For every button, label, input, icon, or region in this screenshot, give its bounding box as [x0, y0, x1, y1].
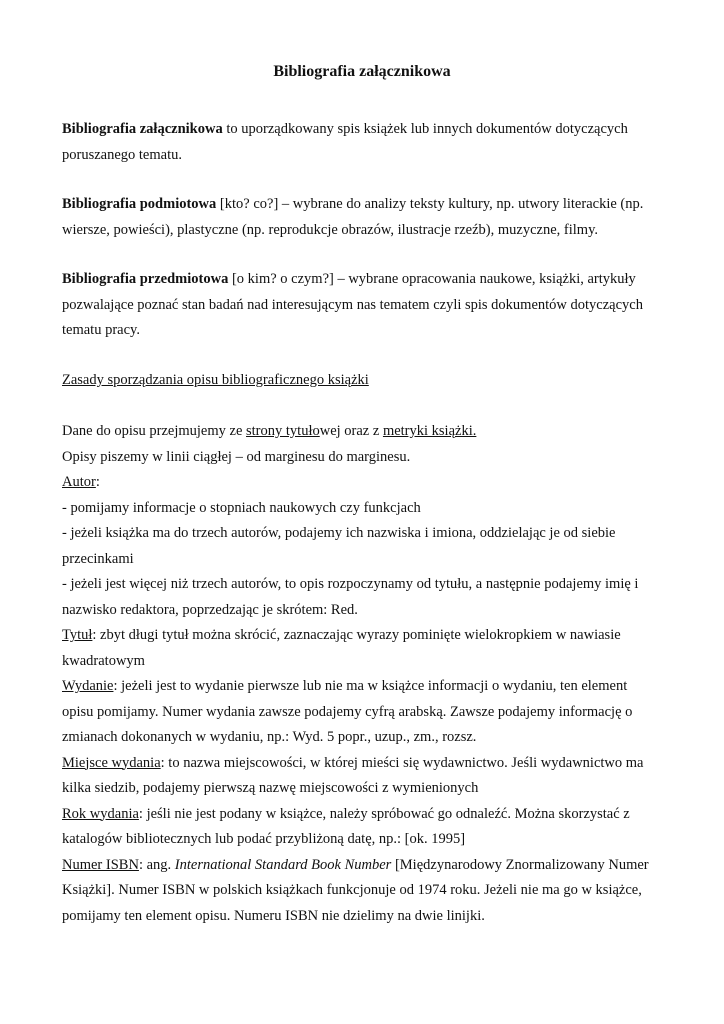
- przedmiotowa-line-3: tematu pracy.: [62, 322, 140, 338]
- podmiotowa-term: Bibliografia podmiotowa: [62, 196, 217, 212]
- przedmiotowa-term: Bibliografia przedmiotowa: [62, 271, 229, 287]
- rules-body: [62, 419, 662, 929]
- rok-line-2: katalogów bibliotecznych lub podać przybliżoną datę, np.: [ok. 1995]: [62, 831, 466, 847]
- rok-label: Rok wydania: [62, 805, 139, 822]
- wydanie-line-3: zmianach dokonanych w wydaniu, np.: Wyd. 5 popr., uzup., zm., rozsz.: [62, 729, 477, 745]
- tytul-label: Tytuł: [62, 627, 93, 643]
- autor-rule-2a: - jeżeli książka ma do trzech autorów, podajemy ich nazwiska i imiona, oddzielając je od siebie: [62, 525, 616, 541]
- intro-term: Bibliografia załącznikowa: [62, 121, 223, 137]
- autor-rule-3a: - jeżeli jest więcej niż trzech autorów, to opis rozpoczynamy od tytułu, a następnie podajemy imię i: [62, 576, 639, 592]
- podmiotowa-line-1: [62, 192, 662, 218]
- rules-source-text-c: wej oraz z: [319, 423, 383, 439]
- podmiotowa-paragraph: [62, 192, 662, 243]
- title-page-link: strony tytuło: [246, 423, 320, 439]
- autor-colon: :: [95, 474, 100, 490]
- isbn-line-3: pomijamy ten element opisu. Numeru ISBN nie dzielimy na dwie linijki.: [62, 907, 485, 924]
- tytul-text-a: : zbyt długi tytuł można skrócić, zaznaczając wyrazy pominięte wielokropkiem w nawiasie: [92, 627, 621, 643]
- isbn-line-1: [62, 853, 662, 879]
- autor-heading-line: [62, 470, 662, 496]
- wydanie-line-1: [62, 674, 662, 700]
- rules-heading: [62, 368, 662, 394]
- rok-text-a: : jeśli nie jest podany w książce, należy spróbować go odnaleźć. Można skorzystać z: [138, 805, 630, 822]
- przedmiotowa-paragraph: [62, 267, 662, 344]
- isbn-text-a1: : ang.: [138, 856, 175, 873]
- przedmiotowa-text-1: [o kim? o czym?] – wybrane opracowania naukowe, książki, artykuły: [228, 271, 636, 287]
- autor-rule-3b: nazwisko redaktora, poprzedzając je skrótem: Red.: [62, 601, 358, 618]
- miejsce-line-1: [62, 751, 662, 777]
- intro-paragraph: [62, 117, 662, 168]
- intro-line-2: poruszanego tematu.: [62, 146, 182, 163]
- wydanie-label: Wydanie: [62, 678, 114, 694]
- autor-rule-1: - pomijamy informacje o stopniach naukowych czy funkcjach: [62, 499, 421, 516]
- miejsce-label: Miejsce wydania: [62, 754, 161, 771]
- rules-continuous-line: Opisy piszemy w linii ciągłej – od marginesu do marginesu.: [62, 448, 411, 465]
- isbn-text-a3: [Międzynarodowy Znormalizowany Numer: [391, 856, 649, 873]
- isbn-full-name: International Standard Book Number: [174, 856, 392, 873]
- tytul-line-2: kwadratowym: [62, 652, 145, 669]
- podmiotowa-text-1: [kto? co?] – wybrane do analizy teksty kultury, np. utwory literackie (np.: [216, 196, 644, 212]
- tytul-line-1: [62, 623, 662, 649]
- rok-line-1: [62, 802, 662, 828]
- document-page: [62, 0, 662, 1024]
- book-metrics-link: metryki książki.: [382, 423, 477, 439]
- rules-source-text-a: Dane do opisu przejmujemy ze: [62, 423, 247, 439]
- podmiotowa-line-2: wiersze, powieści), plastyczne (np. reprodukcje obrazów, ilustracje rzeźb), muzyczne, filmy.: [62, 221, 598, 238]
- autor-label: Autor: [62, 474, 96, 490]
- intro-text-1: to uporządkowany spis książek lub innych dokumentów dotyczących: [222, 121, 628, 137]
- wydanie-text-a: : jeżeli jest to wydanie pierwsze lub nie ma w książce informacji o wydaniu, ten element: [113, 678, 628, 694]
- intro-line-1: [62, 117, 662, 143]
- autor-rule-2b: przecinkami: [62, 550, 134, 567]
- wydanie-line-2: opisu pomijamy. Numer wydania zawsze podajemy cyfrą arabską. Zawsze podajemy informację o: [62, 703, 633, 720]
- miejsce-text-a: : to nazwa miejscowości, w której mieści się wydawnictwo. Jeśli wydawnictwo ma: [160, 754, 644, 771]
- isbn-line-2: Książki]. Numer ISBN w polskich książkach funkcjonuje od 1974 roku. Jeżeli nie ma go w książce,: [62, 882, 642, 898]
- miejsce-line-2: kilka siedzib, podajemy pierwszą nazwę miejscowości z wymienionych: [62, 780, 479, 796]
- isbn-label: Numer ISBN: [62, 856, 139, 873]
- rules-heading-text: Zasady sporządzania opisu bibliograficznego książki: [62, 372, 369, 388]
- rules-source-line: [62, 419, 662, 445]
- przedmiotowa-line-1: [62, 267, 662, 293]
- przedmiotowa-line-2: pozwalające poznać stan badań nad interesującym nas tematem czyli spis dokumentów dotyczących: [62, 296, 643, 313]
- page-title: Bibliografia załącznikowa: [273, 63, 451, 80]
